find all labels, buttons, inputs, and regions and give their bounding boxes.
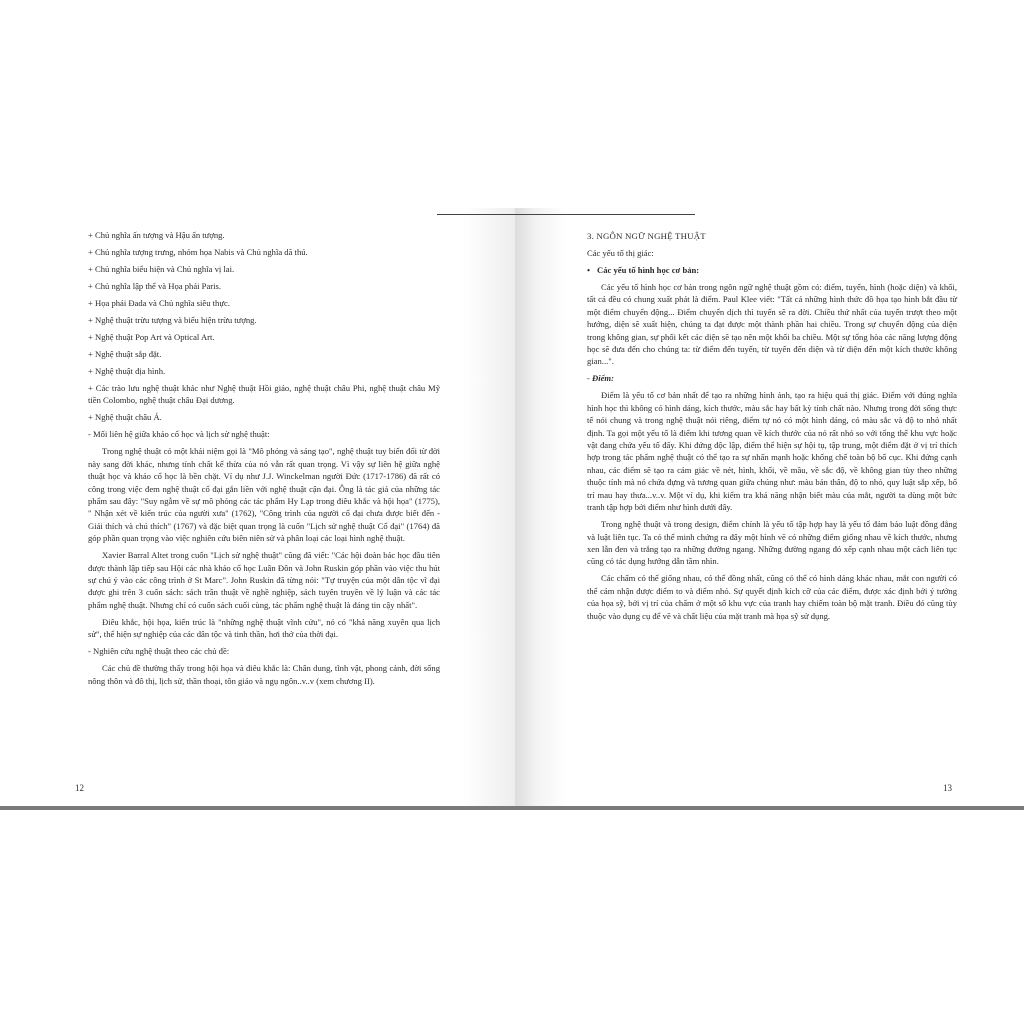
- paragraph: Xavier Barral Altet trong cuốn "Lịch sử nghệ thuật" cũng đã viết: "Các hội đoàn bác học đầu tiên được thành lập tiếp sau Hội các nhà khảo cổ học Luân Đôn và John Ruskin góp phần vào việc thu hút sự chú ý vào các công trình ở St Marc". John Ruskin đã từng nói: "Tự truyện của một dân tộc vĩ đại được ghi trên 3 cuốn sách: sách trần thuật về nghề nghiệp, sách tuyên truyền về lý luận và các tác phẩm nghệ thuật. Nhưng chỉ có cuốn sách cuối cùng, tác phẩm nghệ thuật là đáng tin cậy nhất".: [88, 550, 440, 610]
- research-heading: - Nghiên cứu nghệ thuật theo các chủ đề:: [88, 646, 230, 657]
- section-title: 3. NGÔN NGỮ NGHỆ THUẬT: [587, 231, 706, 241]
- bullet-icon: •: [587, 265, 591, 275]
- list-item: + Nghệ thuật Pop Art và Optical Art.: [88, 332, 215, 342]
- paragraph: Các chấm có thể giống nhau, có thể đồng nhất, cũng có thể có hình dáng khác nhau, mắt con người có thể cảm nhận được điểm to và điểm nhỏ. Sự quyết định kích cỡ của các điểm, được xác định bởi ý tưởng của họa sỹ, bởi vị trí của chấm ở một số khu vực của tranh hay chiếm toàn bộ mặt tranh. Điều đó cũng tùy thuộc vào dụng cụ để vẽ và chất liệu của mặt tranh mà họa sỹ sử dụng.: [587, 573, 957, 621]
- list-item: + Chủ nghĩa biểu hiện và Chủ nghĩa vị lai.: [88, 264, 235, 274]
- right-page-text: [587, 230, 957, 627]
- list-item: + Các trào lưu nghệ thuật khác như Nghệ thuật Hồi giáo, nghệ thuật châu Phi, nghệ thuật châu Mỹ tiền Colombo, nghệ thuật châu Đại dương.: [88, 383, 440, 406]
- left-page-text: [88, 229, 440, 692]
- paragraph: Điểm là yếu tố cơ bản nhất để tạo ra những hình ảnh, tạo ra hiệu quả thị giác. Điểm với đúng nghĩa hình học thì không có hình dáng, kích thước, màu sắc hay bất kỳ tính chất nào. Nhưng trong đời sống thực tế nói chung và trong nghệ thuật nói riêng, điểm tự nó có một hình dáng, có màu sắc và độ to nhỏ nhất định. Ta gọi một yếu tố là điểm khi tương quan về kích thước của nó rất nhỏ so với tổng thể khu vực hoặc vật đang chứa yếu tố đấy. Khi đứng độc lập, điểm thể hiện sự hội tụ, tập trung, một điểm đặt ở vị trí thích hợp trong tác phẩm nghệ thuật có thể tạo ra sự nhấn mạnh hoặc khống chế toàn bộ bố cục. Khi đứng cạnh nhau, các điểm sẽ tạo ra cảm giác về nét, hình, khối, về mầu, về sắc độ, về không gian tùy theo những thuộc tính mà nó chứa đựng và tương quan giữa chúng như: màu bản thân, độ to nhỏ, quy luật sắp xếp, bố trí mau hay thưa...v..v. Một ví dụ, khi kiểm tra khả năng nhận biết màu của mắt, người ta dùng một bức tranh tập hợp bởi điểm như hình dưới đây.: [587, 390, 957, 513]
- paragraph: Trong nghệ thuật và trong design, điểm chính là yếu tố tập hợp hay là yếu tố đảm bảo luật đồng đẳng và luật liên tục. Ta có thể minh chứng ra đây một hình vẽ có những điểm giống nhau về kích thước, nhưng xen lẫn đen và trắng tạo ra những đường ngang. Những đường ngang đó xếp cạnh nhau một cách liên tục cũng có tác dụng hướng dẫn tầm nhìn.: [587, 519, 957, 567]
- paragraph: Trong nghệ thuật có một khái niệm gọi là "Mô phỏng và sáng tạo", nghệ thuật tuy biến đổi từ đời này sang đời khác, nhưng tính chất kế thừa của nó vẫn rất quan trọng. Vì vậy sự liên hệ giữa nghệ thuật học và khảo cổ học là bền chặt. Ví dụ như J.J. Winckelman người Đức (1717-1786) đã rất có công trong việc đem nghệ thuật cổ đại gắn liền với nghệ thuật cận đại. Ông là tác giả của những tác phẩm sau đây: "Suy ngẫm về sự mô phỏng các tác phẩm Hy Lạp trong điêu khắc và hội họa" (1775), " Nhận xét về kiến trúc của người xưa" (1762), "Công trình của người cổ đại chưa được biết đến - Giải thích và chú thích" (1767) và đặc biệt quan trọng là cuốn "Lịch sử nghệ thuật Cổ đại" (1764) đã góp phần quan trọng vào việc nghiên cứu biên niên sử và phân loại các loại hình nghệ thuật.: [88, 446, 440, 544]
- paragraph: Các chủ đề thường thấy trong hội họa và điêu khắc là: Chân dung, tĩnh vật, phong cảnh, đời sống nông thôn và đô thị, lịch sử, thần thoại, tôn giáo và ngụ ngôn..v..v (xem chương II).: [88, 663, 440, 686]
- list-item: + Chủ nghĩa lập thể và Họa phái Paris.: [88, 281, 222, 291]
- list-item: + Nghệ thuật địa hình.: [88, 366, 166, 376]
- top-rule-divider: [437, 214, 695, 215]
- list-item: - Mối liên hệ giữa khảo cổ học và lịch sử nghệ thuật:: [88, 429, 270, 440]
- page-number-right: 13: [943, 783, 952, 793]
- page-number-left: 12: [75, 783, 84, 793]
- list-item: + Họa phái Đada và Chủ nghĩa siêu thực.: [88, 298, 230, 308]
- list-item: + Nghệ thuật trừu tượng và biểu hiện trừu tượng.: [88, 315, 257, 325]
- list-item: + Chủ nghĩa ấn tượng và Hậu ấn tượng.: [88, 230, 225, 240]
- list-item: + Chủ nghĩa tượng trưng, nhóm họa Nabis và Chủ nghĩa dã thú.: [88, 247, 308, 257]
- subtitle: Các yếu tố thị giác:: [587, 248, 654, 258]
- list-item: + Nghệ thuật sắp đặt.: [88, 349, 162, 359]
- paragraph: Các yếu tố hình học cơ bản trong ngôn ngữ nghệ thuật gồm có: điểm, tuyến, hình (hoặc diện) và khối, tất cả đều có chung xuất phát là điểm. Paul Klee viết: "Tất cả những hình thức đồ họa tạo hình bắt đầu từ một điểm chuyển động... Điểm chuyển dịch thì tuyến sẽ ra đời. Chiều thứ nhất của tuyến trượt theo một hướng, diện sẽ xuất hiện, chúng ta đạt được một thành phần hai chiều. Trong sự chuyển động của diện trong không gian, sự phối kết các diện sẽ tạo nên một khối ba chiều. Một sự tổng hòa các năng lượng động học sẽ đưa đến cho chúng ta: từ điểm đến tuyến, từ tuyến đến diện và từ diện đến một kích thước không gian...".: [587, 282, 957, 367]
- list-item: + Nghệ thuật châu Á.: [88, 412, 162, 423]
- paragraph: Điêu khắc, hội họa, kiến trúc là "những nghệ thuật vĩnh cửu", nó có "khả năng xuyên qua lịch sử", thể hiện sự nghiệp của các dân tộc và tinh thần, hơi thở của thời đại.: [88, 616, 440, 640]
- bullet-heading: [587, 264, 957, 276]
- point-heading: - Điểm:: [587, 373, 614, 384]
- bullet-text: Các yếu tố hình học cơ bản:: [597, 265, 700, 275]
- spread-bottom-edge: [0, 806, 1024, 810]
